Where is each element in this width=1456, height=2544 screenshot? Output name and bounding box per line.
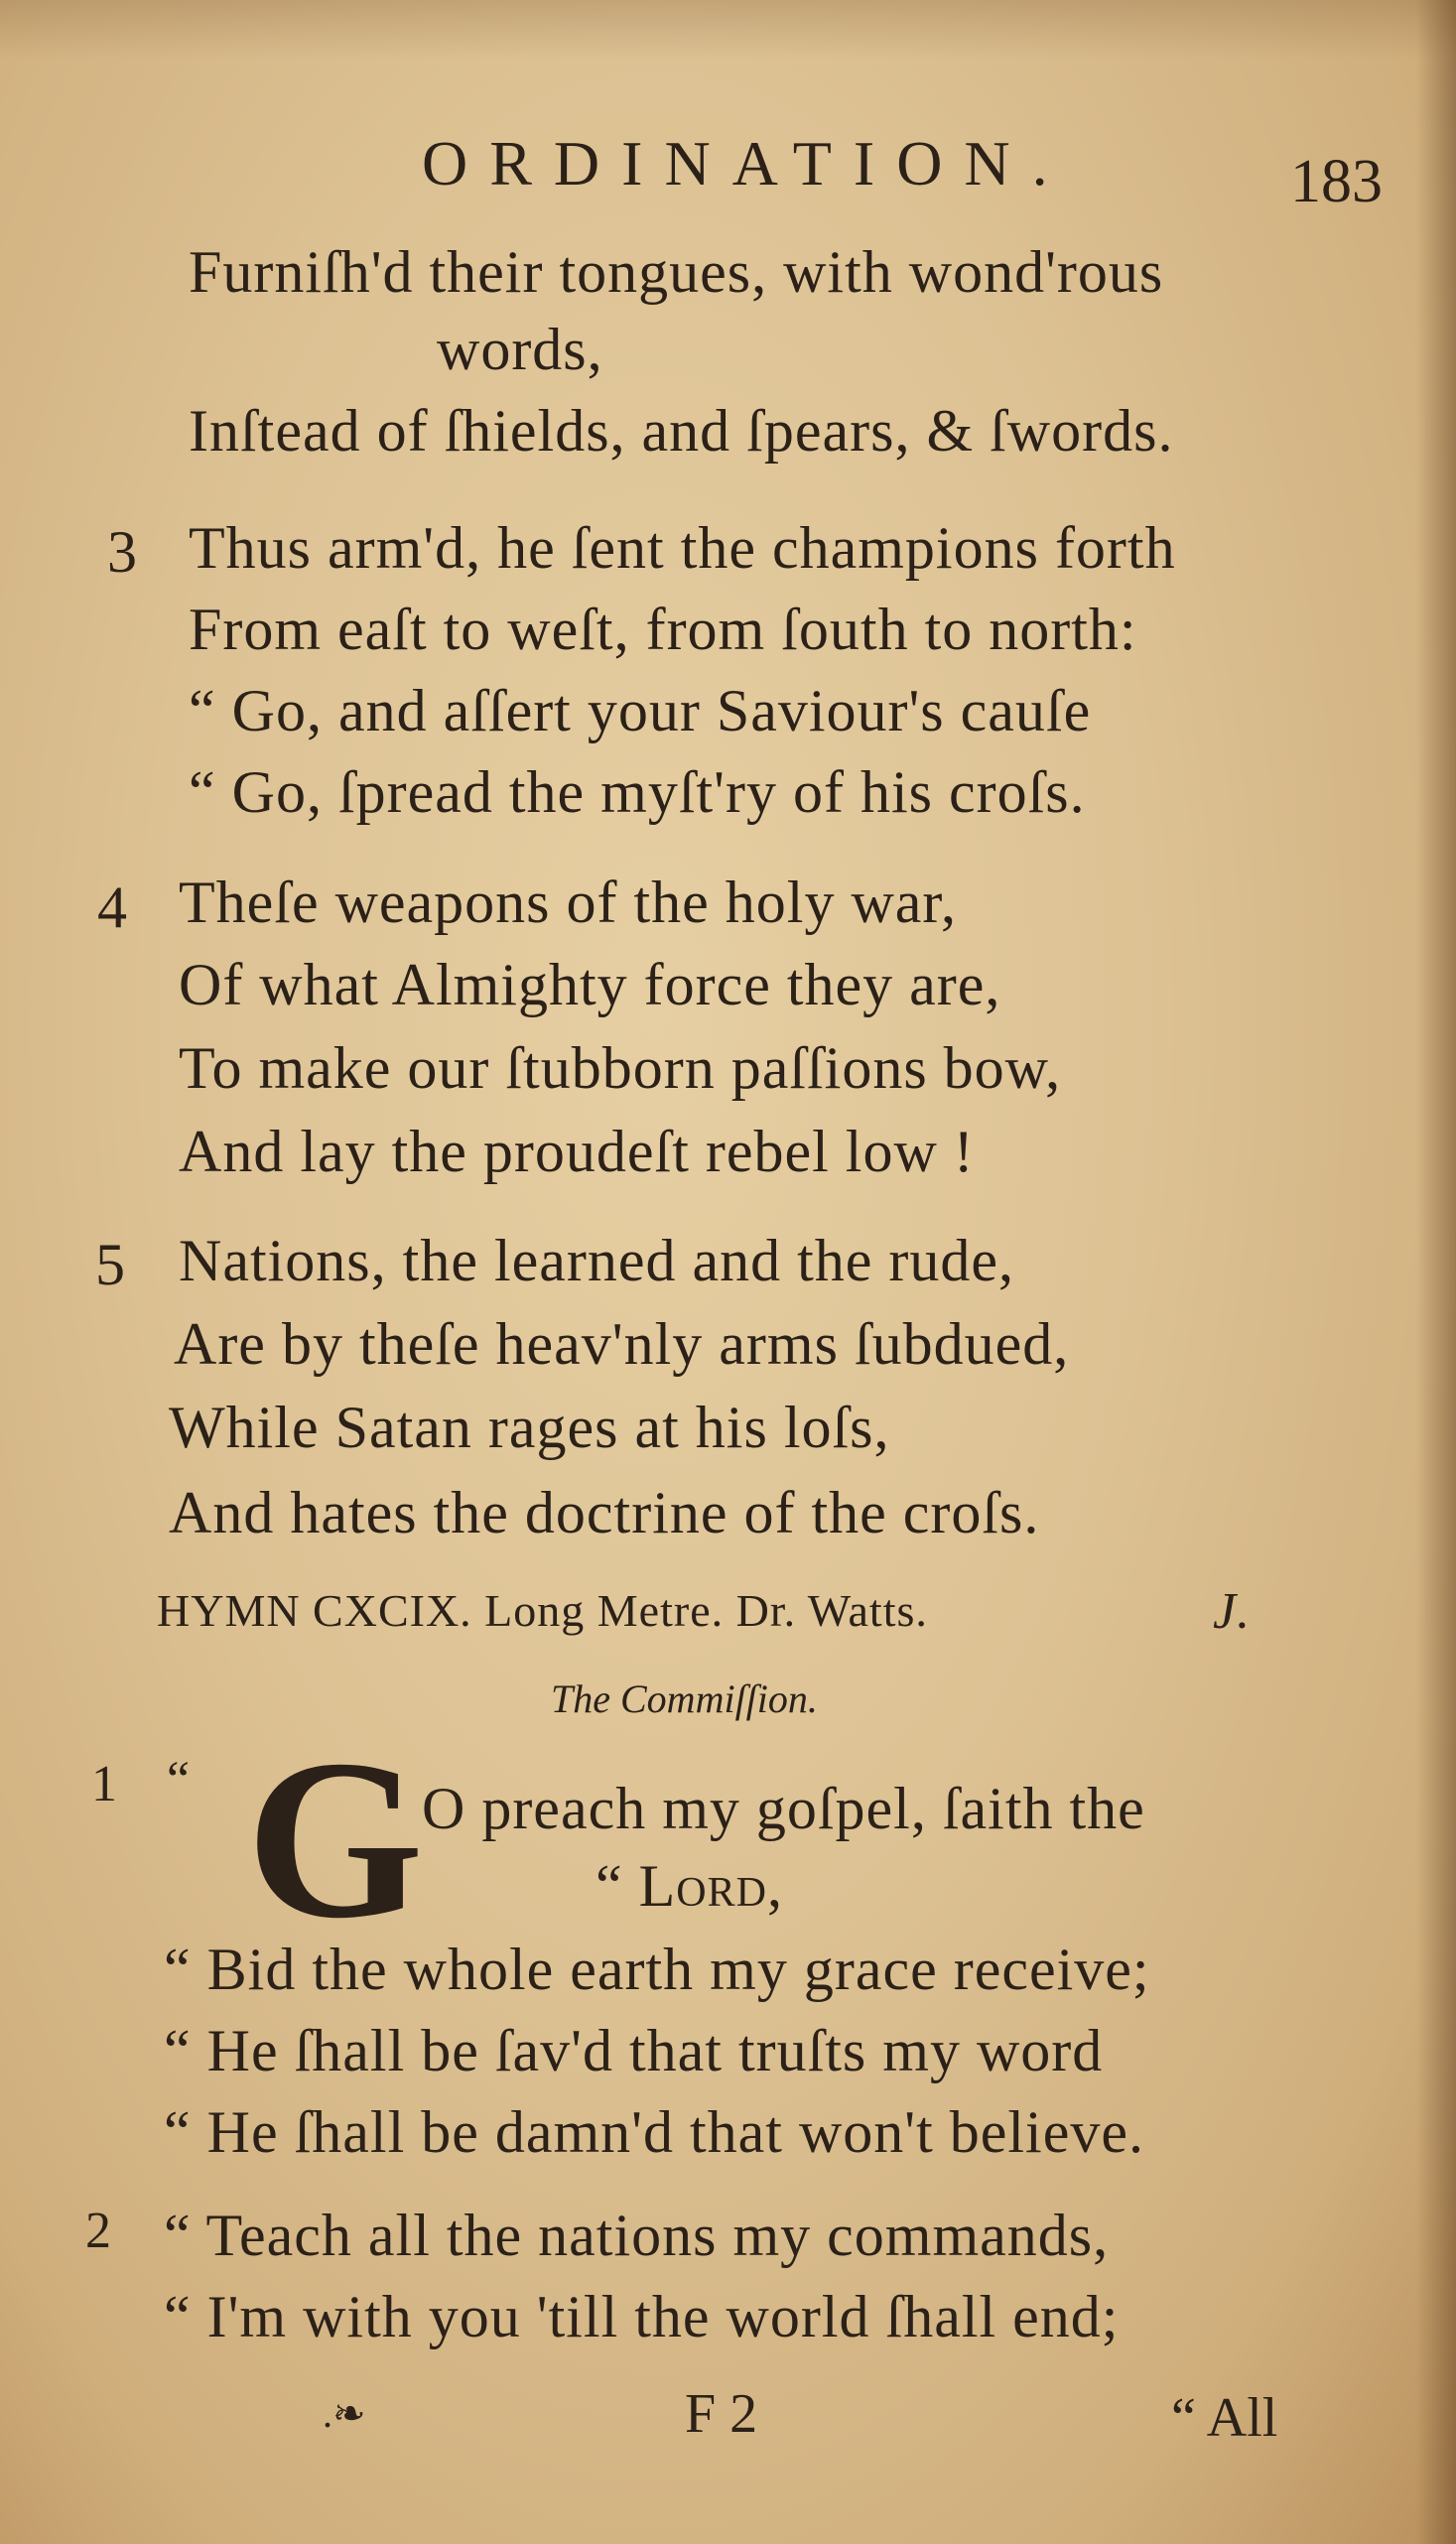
- verse-line: words,: [437, 317, 603, 382]
- verse-line: Inſtead of ſhields, and ſpears, & ſwords.: [189, 398, 1174, 464]
- verse-line: Are by theſe heav'nly arms ſubdued,: [174, 1311, 1070, 1377]
- catchword: “ All: [1171, 2387, 1278, 2449]
- signature-mark: F 2: [685, 2383, 758, 2445]
- stanza-number: 2: [85, 2203, 111, 2259]
- verse-line: From eaſt to weſt, from ſouth to north:: [189, 597, 1137, 662]
- verse-line: While Satan rages at his loſs,: [169, 1395, 890, 1460]
- verse-line: “ Go, ſpread the myſt'ry of his croſs.: [189, 759, 1086, 825]
- stanza-number: 3: [107, 519, 137, 585]
- verse-line: “ Teach all the nations my commands,: [164, 2203, 1110, 2268]
- stanza-number: 4: [97, 874, 127, 940]
- ornament-icon: .❧: [323, 2391, 366, 2436]
- verse-line: “ He ſhall be ſav'd that truſts my word: [164, 2018, 1104, 2083]
- hymn-subtitle: The Commiſſion.: [551, 1676, 818, 1721]
- running-header: ORDINATION.: [422, 128, 1070, 199]
- verse-line: Furniſh'd their tongues, with wond'rous: [189, 239, 1164, 305]
- open-quote: “: [167, 1752, 192, 1808]
- stanza-number: 5: [95, 1232, 125, 1297]
- page-number: 183: [1290, 148, 1383, 215]
- verse-line: “ Bid the whole earth my grace receive;: [164, 1937, 1150, 2002]
- drop-capital: G: [246, 1712, 424, 1965]
- verse-line: Of what Almighty force they are,: [179, 952, 1001, 1017]
- verse-line: “ I'm with you 'till the world ſhall end;: [164, 2284, 1120, 2349]
- page-edge-right: [1416, 0, 1456, 2544]
- hymn-title: HYMN CXCIX. Long Metre. Dr. Watts.: [157, 1585, 928, 1636]
- verse-line: Theſe weapons of the holy war,: [179, 870, 958, 935]
- page-shadow-top: [0, 0, 1456, 60]
- verse-line: O preach my goſpel, ſaith the: [422, 1776, 1145, 1841]
- verse-line: Nations, the learned and the rude,: [179, 1228, 1015, 1293]
- verse-line: And lay the proudeſt rebel low !: [179, 1119, 975, 1184]
- verse-line: Thus arm'd, he ſent the champions forth: [189, 515, 1176, 581]
- stanza-number: 1: [91, 1756, 117, 1812]
- verse-line: “ He ſhall be damn'd that won't believe.: [164, 2099, 1144, 2165]
- verse-line: “ Go, and aſſert your Saviour's cauſe: [189, 678, 1092, 743]
- verse-line: “ Lord,: [596, 1853, 783, 1919]
- verse-line: And hates the doctrine of the croſs.: [169, 1480, 1040, 1545]
- hymn-meter-mark: J.: [1213, 1583, 1252, 1640]
- verse-line: To make our ſtubborn paſſions bow,: [179, 1035, 1062, 1101]
